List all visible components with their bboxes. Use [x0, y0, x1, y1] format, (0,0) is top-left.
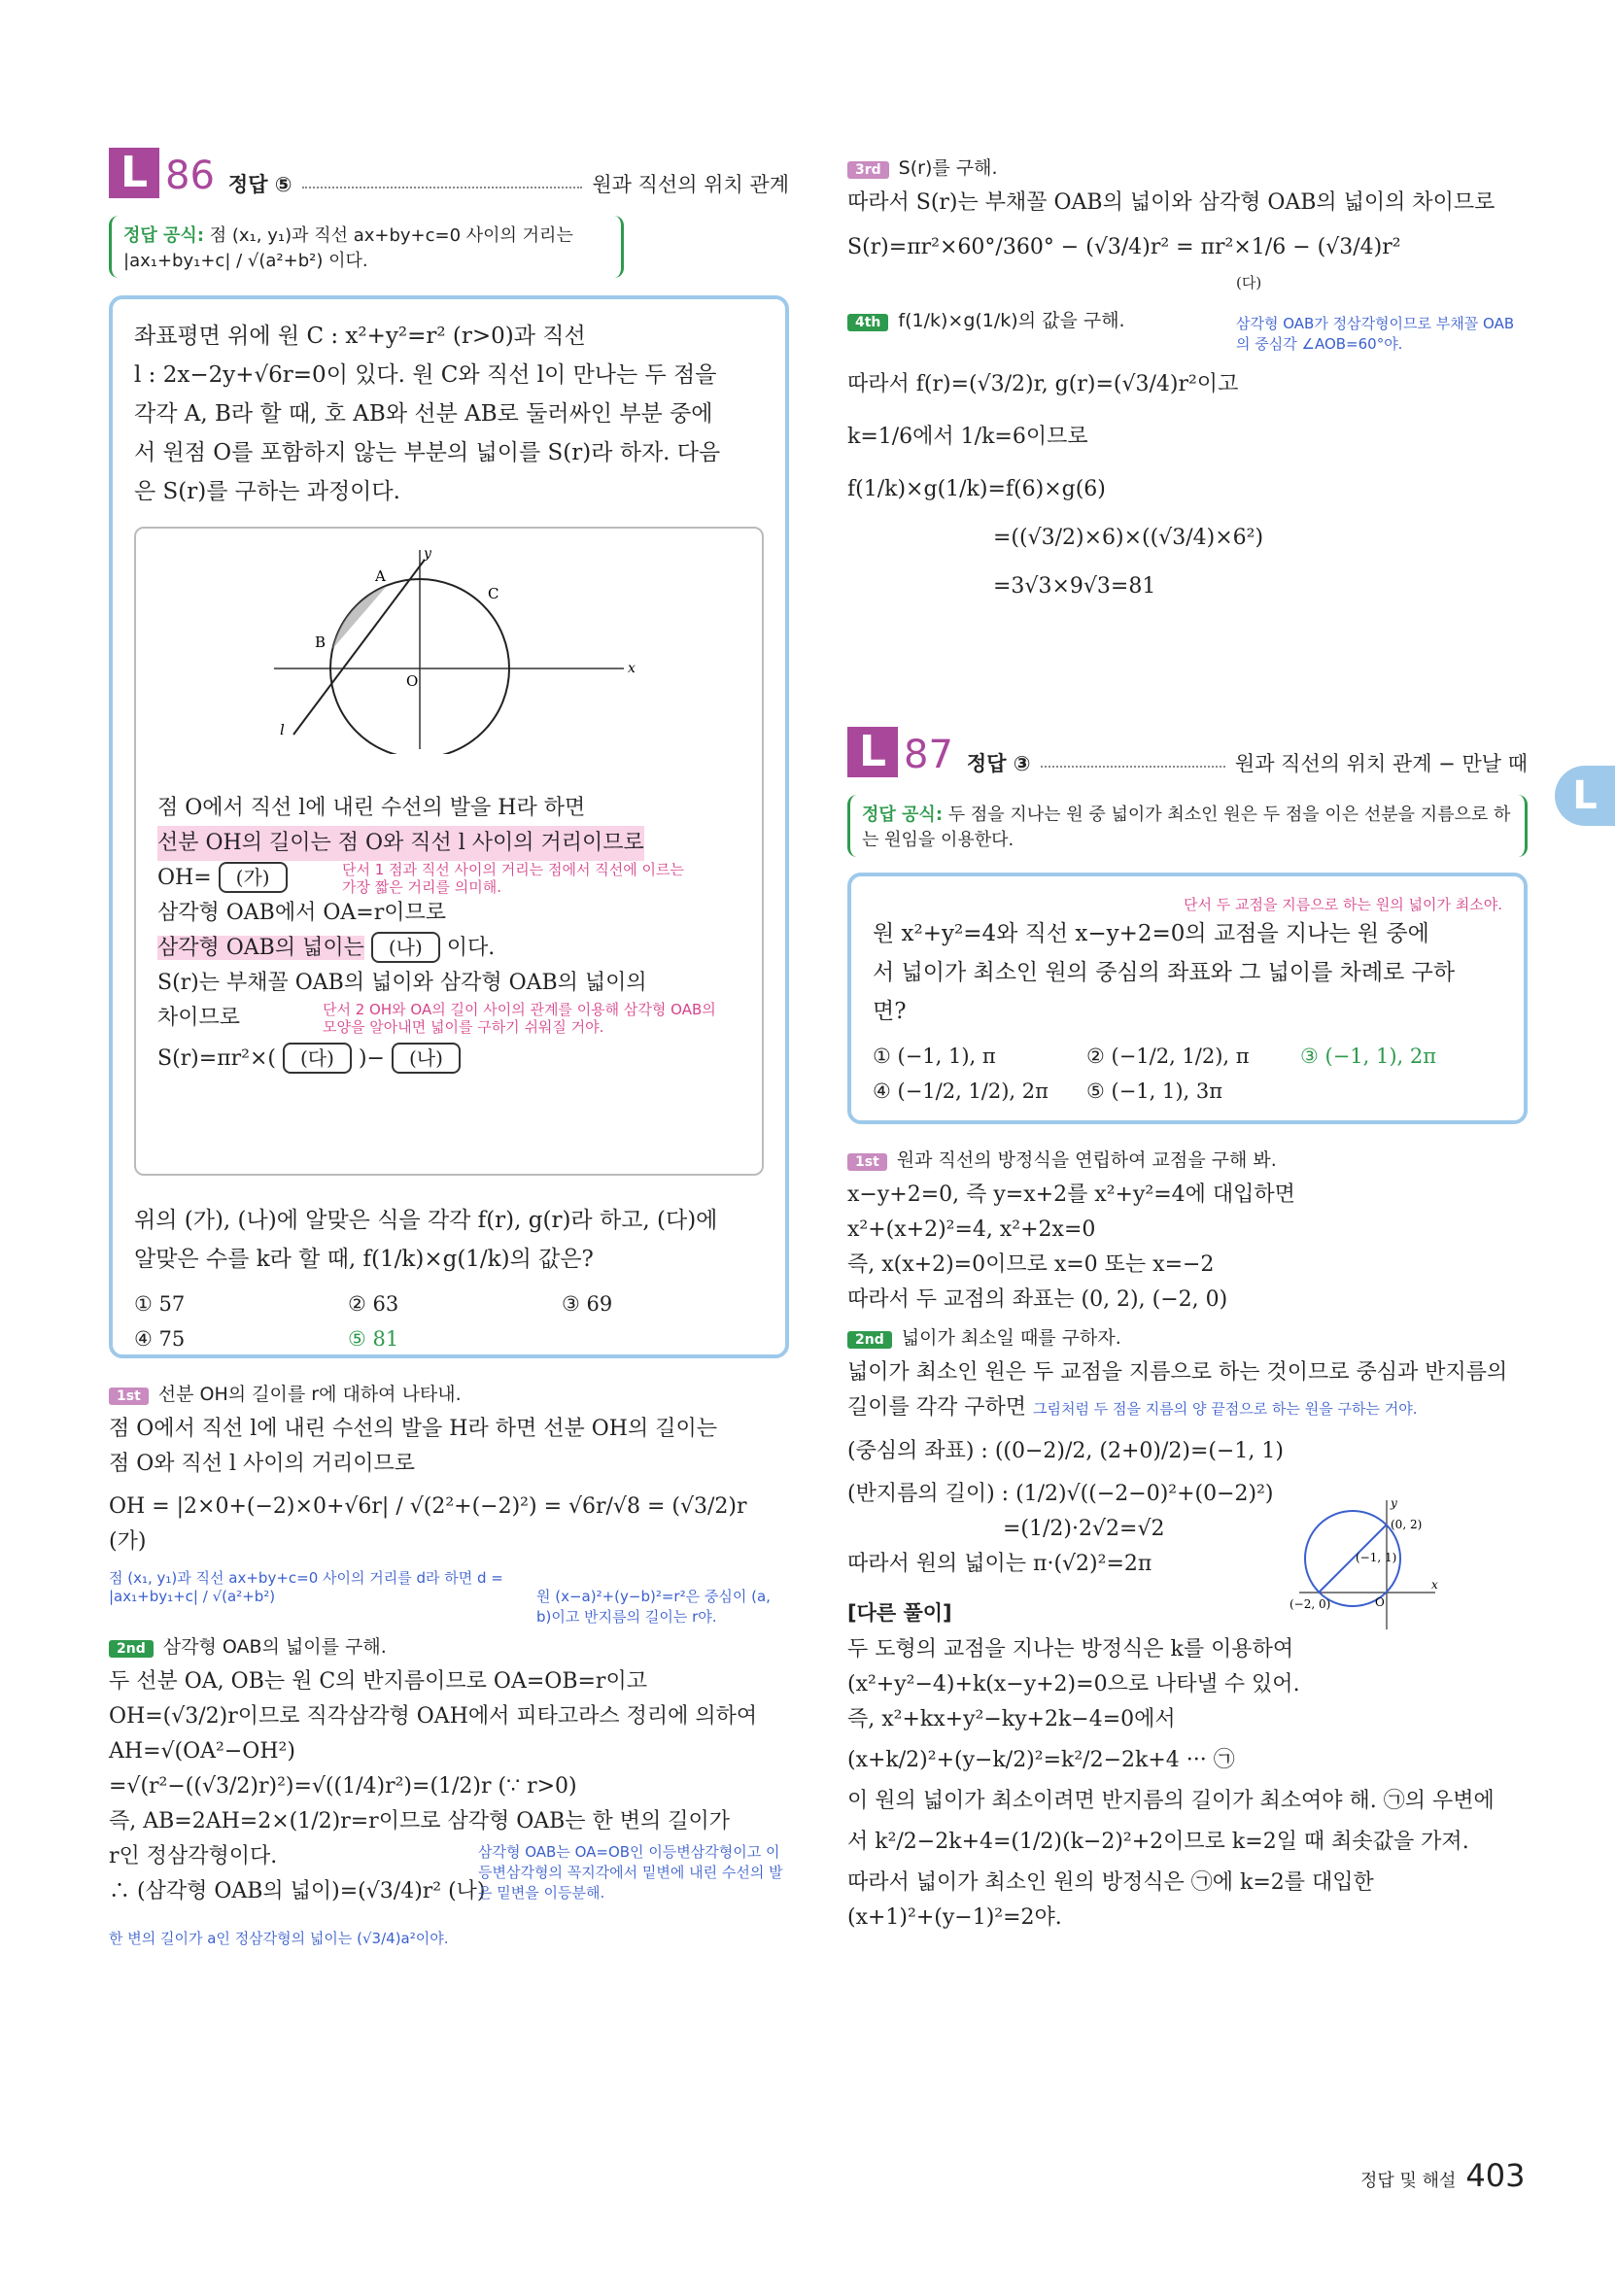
l86-number: 86	[165, 154, 215, 198]
side-tab[interactable]: L	[1555, 766, 1615, 826]
sol2-note2: 한 변의 길이가 a인 정삼각형의 넓이는 (√3/4)a²이야.	[109, 1930, 449, 1947]
l86-choices	[134, 1292, 764, 1351]
choice-2[interactable]: ② (−1/2, 1/2), π	[1086, 1045, 1250, 1068]
problem-line: 서 넓이가 최소인 원의 중심의 좌표와 그 넓이를 차례로 구하	[873, 960, 1456, 985]
step-title: 선분 OH의 길이를 r에 대하여 나타내.	[157, 1384, 462, 1405]
step-badge: 4th	[847, 314, 888, 331]
alt-line: (x+k/2)²+(y−k/2)²=k²/2−2k+4 ··· ㉠	[847, 1748, 1235, 1772]
proc-oh-row	[157, 861, 740, 896]
l86-header	[109, 148, 789, 198]
choice-5[interactable]: ⑤ (−1, 1), 3π	[1086, 1079, 1223, 1103]
l86-formula	[109, 216, 624, 278]
l87-header	[847, 727, 1528, 777]
sol-line: =(1/2)·2√2=√2	[1003, 1517, 1165, 1541]
step-title: S(r)를 구해.	[898, 157, 998, 179]
label-o: O	[406, 672, 419, 690]
choice-4[interactable]: ④ 75	[134, 1327, 186, 1351]
label-o: O	[1375, 1595, 1385, 1609]
formula-text: 점 (x₁, y₁)과 직선 ax+by+c=0 사이의 거리는 |ax₁+by₁+c| / √(a²+b²) 이다.	[123, 225, 573, 271]
sol2-note: 그림처럼 두 점을 지름의 양 끝점으로 하는 원을 구하는 거야.	[1033, 1400, 1418, 1418]
proc-line: 삼각형 OAB의 넓이는	[157, 936, 364, 960]
sol-line: 따라서 S(r)는 부채꼴 OAB의 넓이와 삼각형 OAB의 넓이의 차이므로	[847, 190, 1496, 215]
sol-line: x−y+2=0, 즉 y=x+2를 x²+y²=4에 대입하면	[847, 1182, 1295, 1207]
l86-solution-cont	[847, 148, 1528, 604]
sol-line: f(1/k)×g(1/k)=f(6)×g(6)	[847, 477, 1106, 501]
step-3	[847, 154, 1528, 180]
step-title: 넓이가 최소일 때를 구하자.	[901, 1327, 1121, 1349]
footer-label: 정답 및 해설	[1360, 2171, 1457, 2191]
formula-tag: 정답 공식:	[123, 225, 205, 246]
problem-line: l : 2x−2y+√6r=0이 있다. 원 C와 직선 l이 만나는 두 점을	[134, 362, 717, 388]
l87-section	[847, 727, 1528, 1936]
label-a: A	[375, 567, 386, 585]
problem-line: 면?	[873, 999, 907, 1024]
step-title: f(1/k)×g(1/k)의 값을 구해.	[898, 310, 1125, 331]
proc-line: OH=	[157, 866, 212, 890]
step-badge: 1st	[847, 1153, 887, 1171]
alt-line: (x²+y²−4)+k(x−y+2)=0으로 나타낼 수 있어.	[847, 1672, 1300, 1696]
choice-1[interactable]: ① (−1, 1), π	[873, 1045, 996, 1068]
step-2	[109, 1632, 789, 1659]
proc-s-row	[157, 1042, 740, 1077]
proc-line: 선분 OH의 길이는 점 O와 직선 l 사이의 거리이므로	[157, 826, 644, 861]
sol-line: 점 O와 직선 l 사이의 거리이므로	[109, 1452, 416, 1476]
sol-line: 즉, x(x+2)=0이므로 x=0 또는 x=−2	[847, 1252, 1215, 1277]
choice-3[interactable]: ③ 69	[562, 1292, 613, 1316]
proc-line: S(r)=πr²×(	[157, 1046, 276, 1071]
leader-dots	[1041, 766, 1225, 768]
hint-1: 단서 1 점과 직선 사이의 거리는 점에서 직선에 이르는 가장 짧은 거리를 의미해.	[342, 861, 684, 896]
step-badge: 2nd	[847, 1331, 892, 1349]
sol-line: 점 O에서 직선 l에 내린 수선의 발을 H라 하면 선분 OH의 길이는	[109, 1417, 717, 1441]
blank-ga: (가)	[219, 862, 288, 893]
sol-line: =√(r²−((√3/2)r)²)=√((1/4)r²)=(1/2)r (∵ r>0)	[109, 1774, 577, 1799]
problem-line: 각각 A, B라 할 때, 호 AB와 선분 AB로 둘러싸인 부분 중에	[134, 401, 713, 427]
choice-1[interactable]: ① 57	[134, 1292, 186, 1316]
label-x: x	[1431, 1578, 1438, 1592]
sol-line: k=1/6에서 1/k=6이므로	[847, 425, 1088, 449]
l86-answer: 정답 ⑤	[227, 173, 292, 196]
alt-line: 즉, x²+kx+y²−ky+2k−4=0에서	[847, 1707, 1176, 1731]
sol-line: r인 정삼각형이다.	[109, 1844, 278, 1868]
label-c: C	[488, 585, 499, 602]
proc-suffix: 이다.	[446, 936, 496, 960]
step-badge: 3rd	[847, 161, 889, 179]
proc-diff-row	[157, 1001, 740, 1036]
mini-circle-figure	[1289, 1495, 1445, 1631]
proc-line: 점 O에서 직선 l에 내린 수선의 발을 H라 하면	[157, 796, 586, 820]
sol-line: 두 선분 OA, OB는 원 C의 반지름이므로 OA=OB=r이고	[109, 1669, 647, 1694]
problem-line: 좌표평면 위에 원 C : x²+y²=r² (r>0)과 직선	[134, 324, 586, 349]
label-p2: (−2, 0)	[1289, 1597, 1331, 1611]
label-y: y	[424, 546, 431, 562]
sol2-note: 삼각형 OAB는 OA=OB인 이등변삼각형이고 이등변삼각형의 꼭지각에서 밑변에 내린 수선의 발은 밑변을 이등분해.	[478, 1843, 783, 1902]
step-title: 삼각형 OAB의 넓이를 구해.	[162, 1636, 387, 1658]
step-title: 원과 직선의 방정식을 연립하여 교점을 구해 봐.	[896, 1149, 1277, 1171]
step-1	[847, 1146, 1528, 1172]
sol-line: x²+(x+2)²=4, x²+2x=0	[847, 1217, 1096, 1242]
sol-line: 길이를 각각 구하면	[847, 1395, 1027, 1420]
sol-line: 따라서 원의 넓이는 π·(√2)²=2π	[847, 1552, 1152, 1576]
sol-line: ∴ (삼각형 OAB의 넓이)=(√3/4)r² (나)	[109, 1879, 486, 1903]
l86-topic: 원과 직선의 위치 관계	[592, 173, 789, 196]
label-l: l	[280, 721, 285, 738]
alt-line: 두 도형의 교점을 지나는 방정식은 k를 이용하여	[847, 1637, 1294, 1662]
proc-line: 차이므로	[157, 1006, 241, 1030]
sol1-note: 점 (x₁, y₁)과 직선 ax+by+c=0 사이의 거리를 d라 하면 d = |ax₁+by₁+c| / √(a²+b²)	[109, 1569, 503, 1605]
alt-line: 따라서 넓이가 최소인 원의 방정식은 ㉠에 k=2를 대입한	[847, 1870, 1374, 1895]
sol3-note: 삼각형 OAB가 정삼각형이므로 부채꼴 OAB의 중심각 ∠AOB=60°야.	[1236, 315, 1515, 353]
process-box	[134, 527, 764, 1176]
l87-problem-box	[847, 873, 1528, 1124]
circle-figure	[255, 540, 643, 754]
line-l	[293, 560, 425, 735]
l87-choices	[873, 1045, 1502, 1103]
sol-line: 넓이가 최소인 원은 두 교점을 지름으로 하는 것이므로 중심과 반지름의	[847, 1360, 1508, 1385]
shaded-segment	[332, 586, 387, 649]
l87-number: 87	[904, 733, 953, 777]
label-x: x	[628, 661, 636, 676]
question-line: 알맞은 수를 k라 할 때, f(1/k)×g(1/k)의 값은?	[134, 1247, 594, 1272]
alt-line: (x+1)²+(y−1)²=2야.	[847, 1905, 1062, 1930]
l87-answer: 정답 ③	[966, 752, 1031, 775]
leader-dots	[302, 187, 583, 188]
question-line: 위의 (가), (나)에 알맞은 식을 각각 f(r), g(r)라 하고, (다)에	[134, 1208, 718, 1233]
proc-minus: )−	[358, 1046, 385, 1071]
l86-problem-box	[109, 295, 789, 1358]
sol-line: =3√3×9√3=81	[993, 574, 1156, 599]
sol-line: 따라서 두 교점의 좌표는 (0, 2), (−2, 0)	[847, 1287, 1228, 1312]
label-p1: (0, 2)	[1391, 1518, 1423, 1531]
proc-line: 삼각형 OAB에서 OA=r이므로	[157, 901, 446, 925]
choice-4[interactable]: ④ (−1/2, 1/2), 2π	[873, 1079, 1049, 1103]
choice-3[interactable]: ③ (−1, 1), 2π	[1300, 1045, 1437, 1068]
formula-tag: 정답 공식:	[862, 805, 944, 825]
hint-2: 단서 2 OH와 OA의 길이 사이의 관계를 이용해 삼각형 OAB의 모양을 알아내면 넓이를 구하기 쉬워질 거야.	[323, 1001, 716, 1036]
l87-solution	[847, 1146, 1528, 1936]
choice-5[interactable]: ⑤ 81	[348, 1327, 399, 1351]
formula-text: 두 점을 지나는 원 중 넓이가 최소인 원은 두 점을 이은 선분을 지름으로 하는 원임을 이용한다.	[862, 805, 1511, 850]
problem-line: 서 원점 O를 포함하지 않는 부분의 넓이를 S(r)라 하자. 다음	[134, 440, 721, 465]
step-badge: 2nd	[109, 1640, 154, 1658]
l86-solution	[109, 1380, 789, 1948]
blank-na-2: (나)	[392, 1043, 461, 1074]
sol-line: (반지름의 길이) : (1/2)√((−2−0)²+(0−2)²)	[847, 1482, 1274, 1506]
blank-na: (나)	[371, 932, 440, 963]
label-center: (−1, 1)	[1356, 1551, 1397, 1564]
step-badge: 1st	[109, 1388, 149, 1405]
l86-section	[109, 148, 789, 1948]
page-number: 403	[1465, 2157, 1526, 2194]
label-y: y	[1391, 1496, 1397, 1510]
l87-topic: 원과 직선의 위치 관계 − 만날 때	[1234, 752, 1528, 775]
alt-line: 이 원의 넓이가 최소이려면 반지름의 길이가 최소여야 해. ㉠의 우변에	[847, 1789, 1495, 1813]
alt-line: 서 k²/2−2k+4=(1/2)(k−2)²+2이므로 k=2일 때 최솟값을 가져.	[847, 1830, 1469, 1854]
sol-line: OH=(√3/2)r이므로 직각삼각형 OAH에서 피타고라스 정리에 의하여	[109, 1704, 758, 1729]
label-b: B	[315, 634, 327, 651]
l87-formula	[847, 795, 1528, 857]
sol-line: 따라서 f(r)=(√3/2)r, g(r)=(√3/4)r²이고	[847, 372, 1239, 396]
proc-area-row	[157, 931, 740, 966]
sol-line: (중심의 좌표) : ((0−2)/2, (2+0)/2)=(−1, 1)	[847, 1439, 1284, 1463]
sol-line: 즉, AB=2AH=2×(1/2)r=r이므로 삼각형 OAB는 한 변의 길이가	[109, 1809, 731, 1833]
sol-line: OH = |2×0+(−2)×0+√6r| / √(2²+(−2)²) = √6r/√8 = (√3/2)r (가)	[109, 1494, 747, 1554]
sol1-note2: 원 (x−a)²+(y−b)²=r²은 중심이 (a, b)이고 반지름의 길이는 r야.	[536, 1588, 771, 1626]
proc-line: S(r)는 부채꼴 OAB의 넓이와 삼각형 OAB의 넓이의	[157, 971, 647, 995]
sol-line-row	[847, 1390, 1528, 1426]
l87-hint: 단서 두 교점을 지름으로 하는 원의 넓이가 최소야.	[1184, 896, 1502, 913]
step-1	[109, 1380, 789, 1406]
l87-badge: L	[847, 727, 898, 777]
l86-badge: L	[109, 148, 159, 198]
problem-line: 원 x²+y²=4와 직선 x−y+2=0의 교점을 지나는 원 중에	[873, 921, 1429, 946]
page-footer	[1360, 2157, 1525, 2194]
sol-line: AH=√(OA²−OH²)	[109, 1739, 295, 1764]
alt-title: [다른 풀이]	[847, 1601, 952, 1625]
choice-2[interactable]: ② 63	[348, 1292, 399, 1316]
step-2	[847, 1323, 1528, 1350]
sol-line: =((√3/2)×6)×((√3/4)×6²)	[993, 526, 1264, 550]
sol-line: (다)	[1236, 274, 1262, 291]
sol-line: S(r)=πr²×60°/360° − (√3/4)r² = πr²×1/6 − (√3/4)r²	[847, 235, 1401, 259]
blank-da: (다)	[283, 1043, 352, 1074]
problem-line: 은 S(r)를 구하는 과정이다.	[134, 479, 400, 504]
